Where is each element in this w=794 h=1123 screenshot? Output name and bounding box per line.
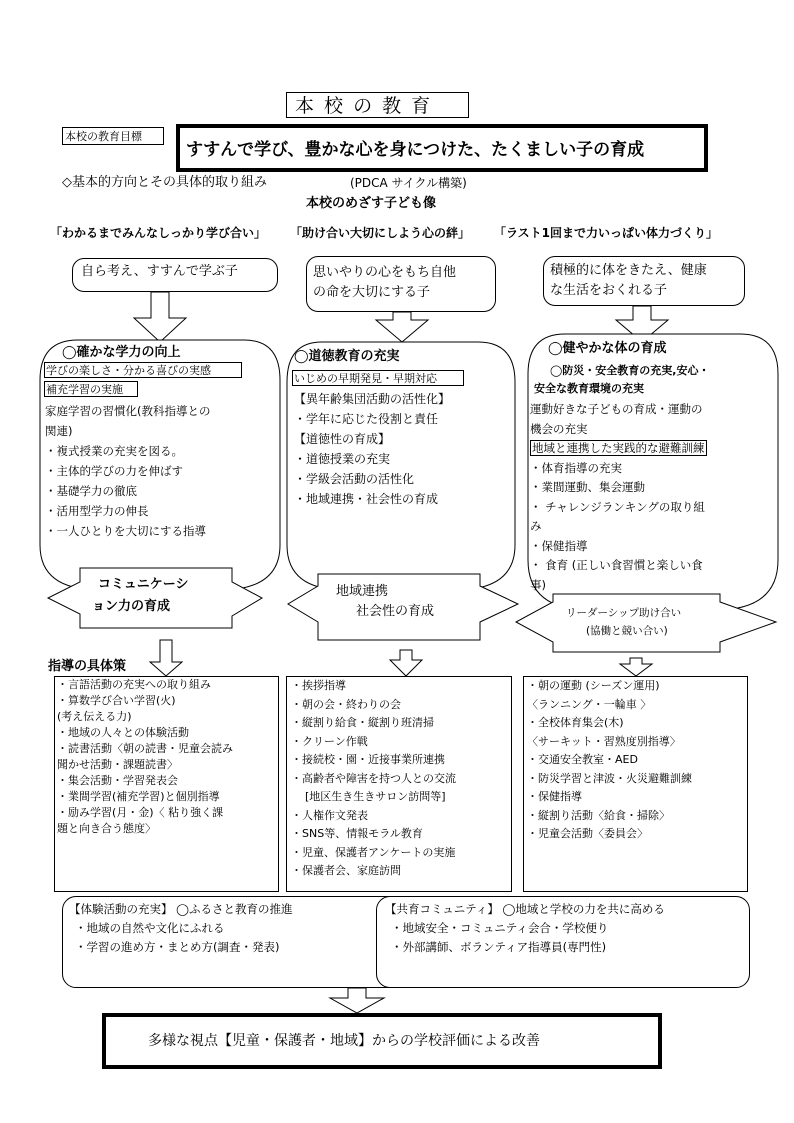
pillar-left-heading: ◯確かな学力の向上: [62, 345, 181, 360]
bottom-left-box: [62, 896, 402, 988]
arrow-left-measure: [150, 640, 182, 676]
pillar-middle-heading: ◯道徳教育の充実: [294, 349, 400, 364]
goal-label-box: [62, 127, 164, 145]
measures-right: [523, 676, 748, 892]
pillar-left-boxed-1-text: 学びの楽しさ・分かる喜びの実感: [46, 364, 211, 377]
pillar-right-boxed: 地域と連携した実践的な避難訓練: [532, 441, 705, 455]
evaluation-text: 多様な視点【児童・保護者・地域】からの学校評価による改善: [148, 1033, 540, 1049]
child-image-right: [543, 256, 745, 306]
child-image-left-text: 自ら考え、すすんで学ぶ子: [81, 264, 238, 279]
slogan-1: 「わかるまでみんなしっかり学び合い」: [50, 226, 267, 240]
arrow-to-evaluation: [330, 988, 384, 1013]
child-image-left: [72, 258, 278, 292]
policy-line: ◇基本的方向とその具体的取り組み: [62, 175, 267, 190]
measures-left-list: ・言語活動の充実への取り組み ・算数学び合い学習(火) (考え伝える力) ・地域の人々との体験活動 ・読書活動〈朝の読書・児童会読み 聞かせ活動・課題読書〉 ・集会活動・学習発表会 ・業間学習(補充学習)と個別指導 ・励み学習(月・金)〈 粘り強く課 題と向き合う態度〉: [57, 678, 233, 835]
pillar-left-boxed-1: [44, 362, 242, 378]
bottom-right-box: [376, 896, 750, 988]
child-image-middle-text: 思いやりの心をもち自他 の命を大切にする子: [313, 265, 457, 300]
measures-middle: [286, 676, 512, 892]
page-title: 本 校 の 教 育: [295, 95, 433, 117]
evaluation-box: [102, 1013, 662, 1069]
page-title-box: [286, 92, 469, 118]
badge-middle: 地域連携 社会性の育成: [336, 584, 435, 619]
goal-text: すすんで学び、豊かな心を身につけた、たくましい子の育成: [186, 140, 645, 160]
pillar-middle-boxed-1-text: いじめの早期発見・早期対応: [294, 372, 437, 385]
pillar-middle-boxed-1: [292, 370, 464, 386]
pillar-middle-lines: 【異年齢集団活動の活性化】 ・学年に応じた役割と責任 【道徳性の育成】 ・道徳授業の充実 ・学級会活動の活性化 ・地域連携・社会性の育成: [294, 392, 451, 506]
pillar-right-heading: ◯健やかな体の育成: [548, 341, 667, 356]
bottom-right-list: 【共育コミュニティ】 ◯地域と学校の力を共に高める ・地域安全・コミュニティ会合・学校便り ・外部講師、ボランティア指導員(専門性): [385, 902, 665, 954]
pillar-left-boxed-2: [44, 381, 138, 397]
badge-right: リーダーシップ助け合い (協働と競い合い): [566, 607, 682, 637]
bottom-left-list: 【体験活動の充実】 ◯ふるさと教育の推進 ・地域の自然や文化にふれる ・学習の進め方・まとめ方(調査・発表): [69, 902, 293, 954]
policy-note: (PDCA サイクル構築): [350, 176, 467, 190]
slogan-3: 「ラスト1回まで力いっぱい体力づくり」: [494, 226, 718, 240]
goal-label: 本校の教育目標: [65, 130, 142, 143]
pillar-right-lines: 運動好きな子どもの育成・運動の 機会の充実 地域と連携した実践的な避難訓練 ・体育指導の充実 ・業間運動、集会運動 ・ チャレンジランキングの取り組 み ・保健指導 ・ 食育 (正しい食習慣と楽しい食 事): [530, 402, 705, 592]
measures-right-list: ・朝の運動 (シーズン運用) 〈ランニング・一輪車 〉 ・全校体育集会(木) 〈サーキット・習熟度別指導〉 ・交通安全教室・AED ・防災学習と津波・火災避難訓練 ・保健指導 ・縦割り活動〈給食・掃除〉 ・児童会活動〈委員会〉: [527, 679, 692, 840]
ideal-heading: 本校のめざす子ども像: [306, 196, 437, 211]
child-image-middle: [306, 256, 496, 312]
slogan-2: 「助け合い大切にしよう心の絆」: [290, 226, 471, 240]
measures-left: [54, 676, 279, 892]
arrow-left-down: [134, 292, 186, 342]
badge-left: コミュニケーシ ョン力の育成: [92, 577, 189, 614]
goal-box: [176, 124, 708, 172]
measures-middle-list: ・挨拶指導 ・朝の会・終わりの会 ・縦割り給食・縦割り班清掃 ・クリーン作戦 ・接続校・園・近接事業所連携 ・高齢者や障害を持つ人との交流 [地区生き生きサロン訪問等] ・人権作文発表 ・SNS等、情報モラル教育 ・児童、保護者アンケートの実施 ・保護者会、家庭訪問: [291, 679, 456, 877]
pillar-left-boxed-2-text: 補充学習の実施: [46, 383, 123, 396]
guidance-label: 指導の具体策: [48, 659, 127, 674]
arrow-middle-measure: [390, 650, 422, 676]
child-image-right-text: 積極的に体をきたえ、健康 な生活をおくれる子: [550, 263, 707, 298]
pillar-right-sub: ◯防災・安全教育の充実,安心・ 安全な教育環境の充実: [534, 364, 710, 395]
arrow-middle-down: [376, 312, 428, 342]
arrow-right-measure: [620, 658, 652, 676]
pillar-left-lines: 家庭学習の習慣化(教科指導との 関連) ・複式授業の充実を図る。 ・主体的学びの力を伸ばす ・基礎学力の徹底 ・活用型学力の伸長 ・一人ひとりを大切にする指導: [45, 404, 211, 538]
